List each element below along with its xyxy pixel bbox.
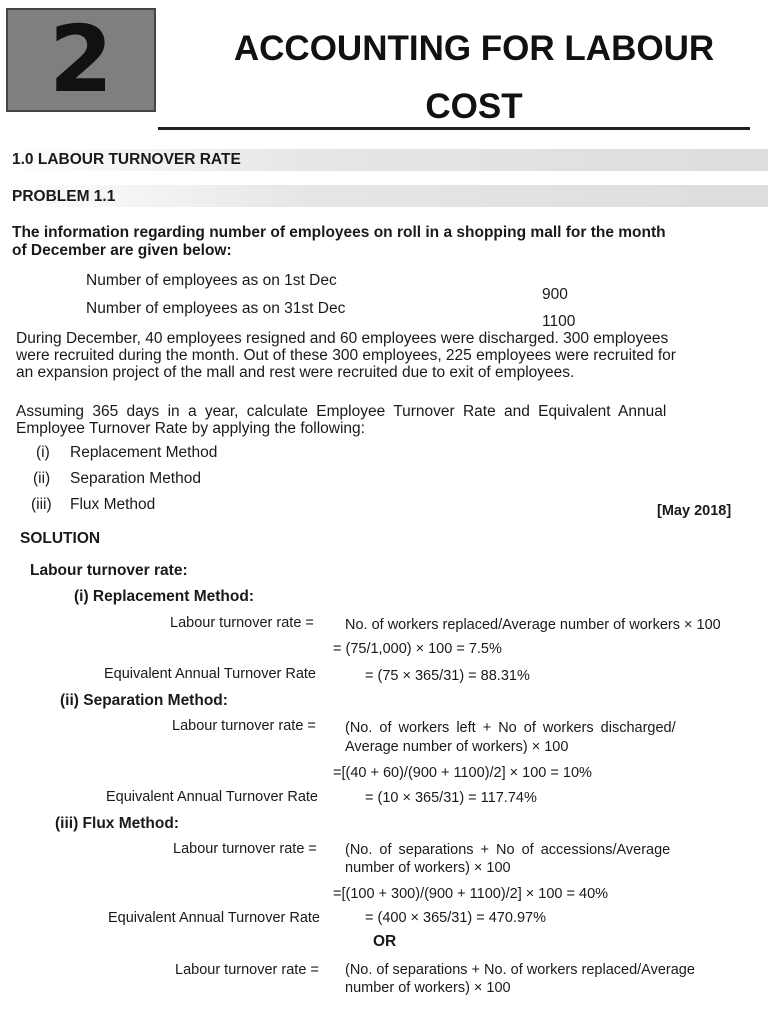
problem-intro-line2: of December are given below:: [12, 242, 232, 259]
equiv-label: Equivalent Annual Turnover Rate: [104, 666, 316, 682]
method-number: (iii): [31, 496, 52, 513]
chapter-title-line1: ACCOUNTING FOR LABOUR: [233, 29, 715, 68]
flux-heading: (iii) Flux Method:: [55, 815, 179, 832]
chapter-number-box: [6, 8, 156, 112]
ltr-calc: =[(100 + 300)/(900 + 1100)/2] × 100 = 40%: [333, 886, 609, 902]
equiv-calc: = (10 × 365/31) = 117.74%: [365, 790, 537, 806]
ltr-formula-line2: number of workers) × 100: [345, 980, 511, 996]
title-rule: [158, 127, 750, 130]
equiv-label: Equivalent Annual Turnover Rate: [106, 789, 318, 805]
solution-subheading: Labour turnover rate:: [30, 562, 188, 579]
or-separator: OR: [373, 933, 397, 950]
paragraph-line: were recruited during the month. Out of these 300 employees, 225 employees were recruited for: [16, 347, 676, 364]
equiv-calc: = (400 × 365/31) = 470.97%: [365, 910, 546, 926]
data-row-label: Number of employees as on 31st Dec: [86, 300, 346, 317]
method-number: (ii): [33, 470, 51, 487]
ltr-formula-line1: (No. of separations + No. of workers replaced/Average: [345, 962, 695, 978]
method-label: Separation Method: [70, 470, 201, 487]
ltr-calc: =[(40 + 60)/(900 + 1100)/2] × 100 = 10%: [333, 765, 592, 781]
chapter-number: 2: [48, 6, 113, 113]
paragraph-line: an expansion project of the mall and rest were recruited due to exit of employees.: [16, 364, 575, 381]
ltr-calc: = (75/1,000) × 100 = 7.5%: [333, 641, 502, 657]
ltr-label: Labour turnover rate =: [175, 962, 319, 978]
problem-intro-line1: The information regarding number of employees on roll in a shopping mall for the month: [12, 224, 666, 241]
data-row-label: Number of employees as on 1st Dec: [86, 272, 337, 289]
problem-heading: PROBLEM 1.1: [12, 188, 116, 205]
data-row-value: 900: [542, 286, 568, 303]
ltr-formula-line1: (No. of separations + No of accessions/Average: [345, 842, 671, 858]
ltr-label: Labour turnover rate =: [172, 718, 316, 734]
ltr-formula: No. of workers replaced/Average number of workers × 100: [345, 617, 721, 633]
exam-source: [May 2018]: [657, 503, 732, 519]
equiv-calc: = (75 × 365/31) = 88.31%: [365, 668, 530, 684]
ltr-formula-line2: number of workers) × 100: [345, 860, 511, 876]
data-row-value: 1100: [542, 313, 576, 330]
separation-heading: (ii) Separation Method:: [60, 692, 228, 709]
method-label: Flux Method: [70, 496, 156, 513]
paragraph-line: Assuming 365 days in a year, calculate Employee Turnover Rate and Equivalent Annual: [16, 403, 667, 420]
ltr-label: Labour turnover rate =: [170, 615, 314, 631]
method-label: Replacement Method: [70, 444, 218, 461]
paragraph-line: During December, 40 employees resigned and 60 employees were discharged. 300 employees: [16, 330, 669, 347]
replacement-heading: (i) Replacement Method:: [74, 588, 254, 605]
paragraph-line: Employee Turnover Rate by applying the following:: [16, 420, 365, 437]
ltr-formula-line2: Average number of workers) × 100: [345, 739, 569, 755]
method-number: (i): [36, 444, 50, 461]
equiv-label: Equivalent Annual Turnover Rate: [108, 910, 320, 926]
chapter-title-line2: COST: [425, 87, 523, 126]
ltr-formula-line1: (No. of workers left + No of workers discharged/: [345, 720, 676, 736]
section-heading: 1.0 LABOUR TURNOVER RATE: [12, 151, 241, 168]
ltr-label: Labour turnover rate =: [173, 841, 317, 857]
solution-heading: SOLUTION: [20, 530, 101, 547]
